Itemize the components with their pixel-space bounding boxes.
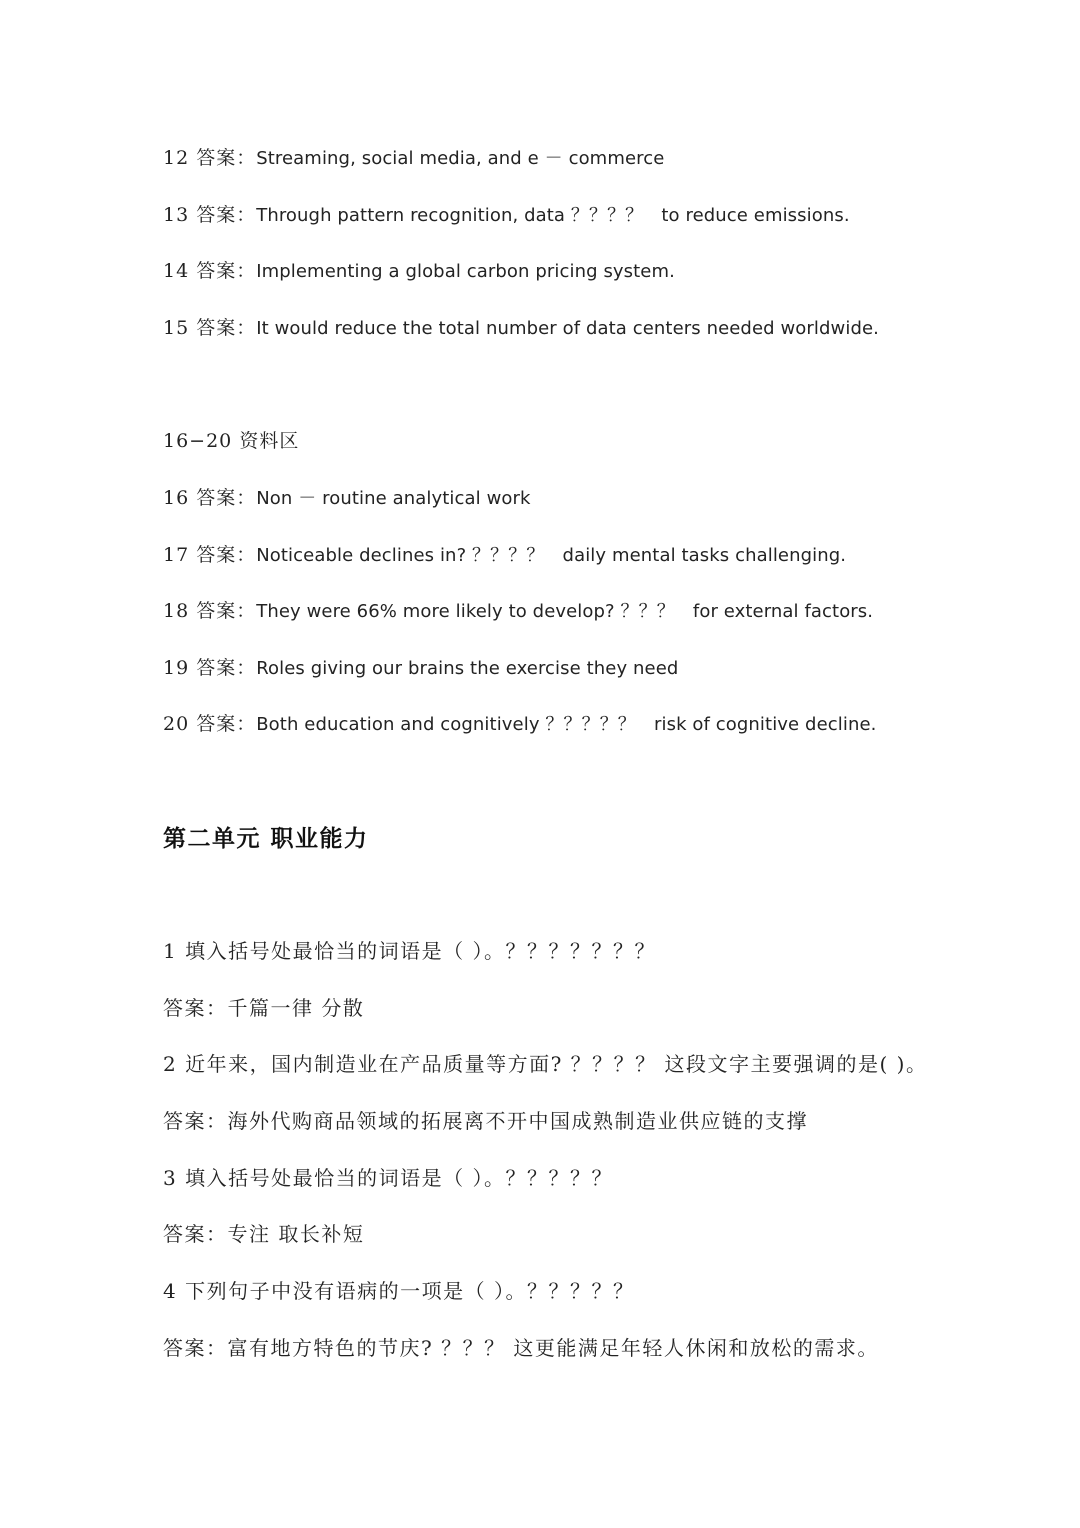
answer-label: 20 答案： — [163, 713, 257, 735]
answer-label: 13 答案： — [163, 204, 257, 226]
question-3: 3 填入括号处最恰当的词语是（ ）。？？？？？ — [163, 1166, 613, 1190]
answer-text: Both education and cognitively ？？？？？ risk of cognitive decline. — [256, 714, 877, 735]
answer-14 — [163, 259, 675, 284]
question-4: 4 下列句子中没有语病的一项是（ ）。？？？？？ — [163, 1279, 635, 1303]
answer-text: Noticeable declines in? ？？？？ daily mental tasks challenging. — [256, 545, 847, 566]
section-title-text: 16−20 资料区 — [163, 430, 300, 452]
answer-text: It would reduce the total number of data centers needed worldwide. — [256, 318, 879, 339]
answer-16 — [163, 486, 531, 511]
answer-13 — [163, 203, 850, 228]
answer-label: 15 答案： — [163, 317, 257, 339]
answer-label: 19 答案： — [163, 657, 257, 679]
answer-label: 17 答案： — [163, 544, 257, 566]
answer-12 — [163, 146, 664, 171]
answer-2: 答案：海外代购商品领域的拓展离不开中国成熟制造业供应链的支撑 — [163, 1109, 808, 1133]
answer-4: 答案：富有地方特色的节庆? ？？？ 这更能满足年轻人休闲和放松的需求。 — [163, 1336, 879, 1360]
answer-label: 14 答案： — [163, 260, 257, 282]
answer-label: 12 答案： — [163, 147, 257, 169]
unit-heading: 第二单元 职业能力 — [163, 825, 369, 852]
answer-20 — [163, 712, 876, 737]
question-1: 1 填入括号处最恰当的词语是（ ）。？？？？？？？ — [163, 939, 656, 963]
answer-label: 16 答案： — [163, 487, 257, 509]
answer-18 — [163, 599, 873, 624]
answer-label: 18 答案： — [163, 600, 257, 622]
answer-text: They were 66% more likely to develop? ？？？ for external factors. — [256, 601, 874, 622]
answer-3: 答案：专注 取长补短 — [163, 1222, 365, 1246]
answer-text: Roles giving our brains the exercise they need — [256, 658, 679, 679]
answer-1: 答案：千篇一律 分散 — [163, 996, 365, 1020]
answer-17 — [163, 543, 846, 568]
answer-19 — [163, 656, 678, 681]
answer-text: Implementing a global carbon pricing system. — [256, 261, 675, 282]
answer-text: Streaming, social media, and e － commerce — [256, 148, 665, 169]
section-title — [163, 429, 299, 453]
question-2: 2 近年来，国内制造业在产品质量等方面? ？？？？ 这段文字主要强调的是( )。 — [163, 1052, 928, 1076]
answer-text: Through pattern recognition, data ？？？？ to reduce emissions. — [256, 205, 850, 226]
answer-text: Non － routine analytical work — [256, 488, 531, 509]
answer-15 — [163, 316, 879, 341]
